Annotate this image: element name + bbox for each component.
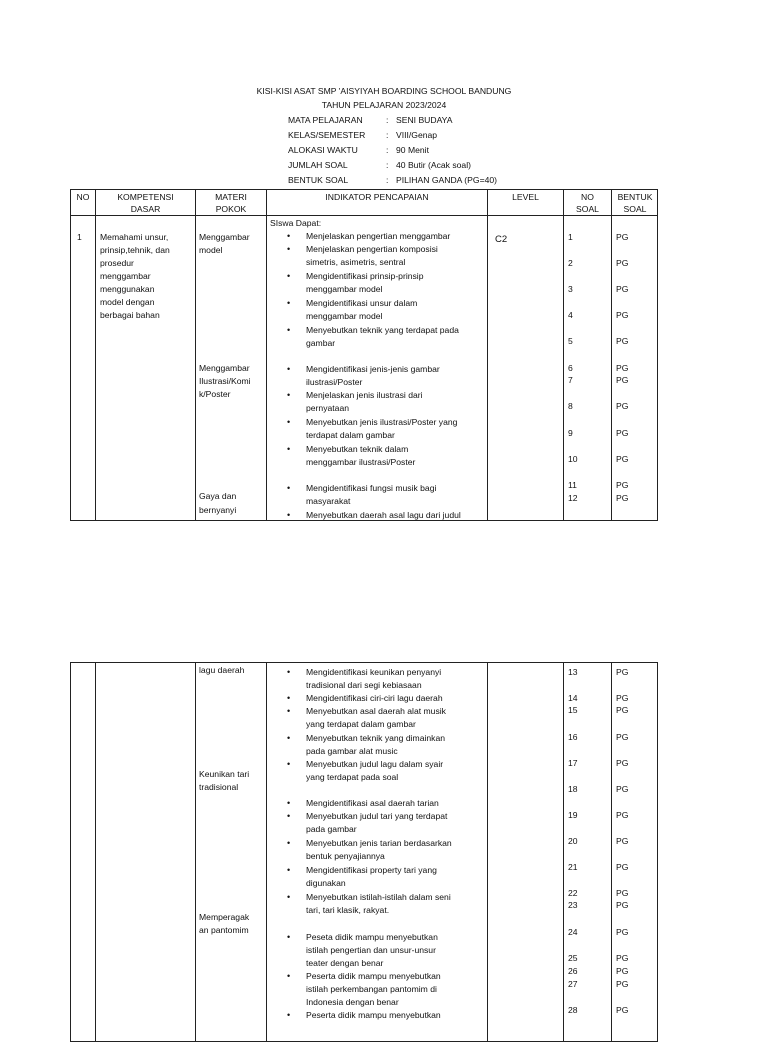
info-value: 40 Butir (Acak soal): [396, 160, 471, 170]
question-type: PG: [616, 284, 629, 294]
info-key: KELAS/SEMESTER: [288, 130, 366, 140]
question-type: PG: [616, 232, 629, 242]
question-number: 15: [568, 705, 578, 715]
indicator-item: [306, 297, 417, 323]
indicator-line: pernyataan: [306, 403, 350, 413]
indicator-item: [306, 324, 459, 350]
indicator-line: • Mengidentifikasi fungsi musik bagi: [306, 483, 437, 493]
indicator-item: [306, 230, 450, 243]
column-divider: [563, 663, 564, 1041]
info-value: VIII/Genap: [396, 130, 438, 140]
indicator-line: pada gambar alat music: [306, 746, 398, 756]
question-type: PG: [616, 810, 629, 820]
indicator-line: • Menyebutkan judul tari yang terdapat: [306, 811, 448, 821]
indicator-item: [306, 416, 457, 442]
indicator-line: pada gambar: [306, 824, 357, 834]
indicator-line: • Mengidentifikasi prinsip-prinsip: [306, 271, 424, 281]
col-header-bentuk: SOAL: [623, 204, 647, 214]
indicator-item: [306, 837, 452, 863]
indicator-line: • Mengidentifikasi property tari yang: [306, 865, 437, 875]
question-type: PG: [616, 1005, 629, 1015]
academic-year: TAHUN PELAJARAN 2023/2024: [321, 100, 447, 110]
indicator-line: terdapat dalam gambar: [306, 430, 395, 440]
indicator-line: • Menyebutkan teknik yang terdapat pada: [306, 325, 459, 335]
info-key: BENTUK SOAL: [288, 175, 349, 185]
question-type: PG: [616, 784, 629, 794]
indicator-line: • Mengidentifikasi keunikan penyanyi: [306, 667, 442, 677]
indicator-line: digunakan: [306, 878, 346, 888]
question-number: 20: [568, 836, 578, 846]
indicator-line: • Menyebutkan teknik yang dimainkan: [306, 733, 446, 743]
indicator-line: Indonesia dengan benar: [306, 997, 399, 1007]
info-key: MATA PELAJARAN: [288, 115, 363, 125]
indicator-item: [306, 389, 423, 415]
indicator-line: menggambar model: [306, 311, 383, 321]
question-number: 2: [568, 258, 573, 268]
col-header-kompetensi: KOMPETENSI: [117, 192, 174, 202]
materi-pokok-line: an pantomim: [199, 925, 249, 935]
kompetensi-line: menggunakan: [100, 284, 155, 294]
indicator-line: • Peseta didik mampu menyebutkan: [306, 932, 438, 942]
indicator-item: [306, 758, 443, 784]
question-type: PG: [616, 979, 629, 989]
kompetensi-line: menggambar: [100, 271, 151, 281]
kompetensi-line: berbagai bahan: [100, 310, 160, 320]
question-number: 10: [568, 454, 578, 464]
indicator-item: [306, 692, 443, 705]
column-divider: [266, 190, 267, 520]
indicator-line: • Menjelaskan pengertian menggambar: [306, 231, 451, 241]
indicator-line: simetris, asimetris, sentral: [306, 257, 406, 267]
kompetensi-line: model dengan: [100, 297, 155, 307]
materi-pokok-line: bernyanyi: [199, 505, 237, 515]
info-value: PILIHAN GANDA (PG=40): [396, 175, 498, 185]
question-number: 25: [568, 953, 578, 963]
indicator-line: tari, tari klasik, rakyat.: [306, 905, 390, 915]
question-number: 18: [568, 784, 578, 794]
question-type: PG: [616, 375, 629, 385]
question-number: 7: [568, 375, 573, 385]
document-title: KISI-KISI ASAT SMP 'AISYIYAH BOARDING SCHOOL BANDUNG: [256, 86, 512, 96]
column-divider: [195, 190, 196, 520]
materi-pokok-line: Ilustrasi/Komi: [199, 376, 251, 386]
indicator-item: [306, 243, 438, 269]
question-type: PG: [616, 258, 629, 268]
indicator-item: [306, 363, 440, 389]
indicator-line: • Peserta didik mampu menyebutkan: [306, 971, 441, 981]
question-type: PG: [616, 401, 629, 411]
grid-table-1: [70, 189, 658, 521]
question-type: PG: [616, 667, 629, 677]
indicator-line: istilah perkembangan pantomim di: [306, 984, 437, 994]
question-number: 11: [568, 480, 577, 490]
info-key: ALOKASI WAKTU: [288, 145, 358, 155]
indicator-line: • Menyebutkan istilah-istilah dalam seni: [306, 892, 451, 902]
indicator-line: • Mengidentifikasi asal daerah tarian: [306, 798, 439, 808]
question-number: 26: [568, 966, 578, 976]
question-number: 23: [568, 900, 578, 910]
question-type: PG: [616, 927, 629, 937]
indicator-line: masyarakat: [306, 496, 351, 506]
indicator-line: yang terdapat dalam gambar: [306, 719, 416, 729]
info-colon: :: [386, 175, 389, 185]
info-row: [288, 113, 528, 128]
question-type: PG: [616, 310, 629, 320]
question-type: PG: [616, 493, 629, 503]
indicator-line: • Menjelaskan jenis ilustrasi dari: [306, 390, 423, 400]
info-row: [288, 173, 528, 188]
col-header-no-soal: NO: [581, 192, 594, 202]
question-number: 13: [568, 667, 578, 677]
question-number: 5: [568, 336, 573, 346]
info-colon: :: [386, 160, 389, 170]
question-type: PG: [616, 966, 629, 976]
row-number: 1: [77, 232, 82, 242]
question-type: PG: [616, 862, 629, 872]
question-type: PG: [616, 758, 629, 768]
indicator-item: [306, 270, 424, 296]
question-number: 19: [568, 810, 578, 820]
indicator-line: • Menyebutkan jenis ilustrasi/Poster yang: [306, 417, 458, 427]
indicator-line: • Menyebutkan judul lagu dalam syair: [306, 759, 444, 769]
col-header-level: LEVEL: [512, 192, 539, 202]
question-number: 9: [568, 428, 573, 438]
indicator-line: teater dengan benar: [306, 958, 384, 968]
grid-table-2: [70, 662, 658, 1042]
materi-pokok-line: Menggambar: [199, 363, 250, 373]
question-number: 3: [568, 284, 573, 294]
question-type: PG: [616, 732, 629, 742]
column-divider: [563, 190, 564, 520]
question-number: 27: [568, 979, 578, 989]
info-row: [288, 143, 528, 158]
indicator-item: [306, 482, 436, 508]
indicator-item: [306, 797, 439, 810]
kompetensi-line: prinsip,tehnik, dan: [100, 245, 170, 255]
indicator-item: [306, 666, 441, 692]
indicator-line: • Menyebutkan asal daerah alat musik: [306, 706, 446, 716]
siswa-dapat-label: SIswa Dapat:: [270, 218, 322, 228]
question-number: 24: [568, 927, 578, 937]
question-type: PG: [616, 953, 629, 963]
col-header-materi: MATERI: [215, 192, 247, 202]
info-colon: :: [386, 145, 389, 155]
question-type: PG: [616, 705, 629, 715]
question-type: PG: [616, 336, 629, 346]
info-key: JUMLAH SOAL: [288, 160, 348, 170]
question-type: PG: [616, 693, 629, 703]
indicator-line: • Mengidentifikasi ciri-ciri lagu daerah: [306, 693, 443, 703]
column-divider: [95, 190, 96, 520]
col-header-indikator: INDIKATOR PENCAPAIAN: [325, 192, 429, 202]
column-divider: [487, 190, 488, 520]
materi-pokok-line: model: [199, 245, 223, 255]
materi-pokok-line: k/Poster: [199, 389, 231, 399]
question-type: PG: [616, 480, 629, 490]
question-number: 28: [568, 1005, 578, 1015]
indicator-item: [306, 443, 415, 469]
column-divider: [611, 190, 612, 520]
col-header-no-soal: SOAL: [576, 204, 599, 214]
materi-pokok-line: Menggambar: [199, 232, 250, 242]
materi-pokok-line: Memperagak: [199, 912, 250, 922]
indicator-line: • Peserta didik mampu menyebutkan: [306, 1010, 441, 1020]
indicator-item: [306, 864, 437, 890]
column-divider: [611, 663, 612, 1041]
question-type: PG: [616, 454, 629, 464]
indicator-line: gambar: [306, 338, 336, 348]
question-type: PG: [616, 900, 629, 910]
info-colon: :: [386, 115, 389, 125]
info-value: 90 Menit: [396, 145, 429, 155]
indicator-line: • Menyebutkan teknik dalam: [306, 444, 409, 454]
materi-pokok-line: tradisional: [199, 782, 239, 792]
indicator-line: • Mengidentifikasi unsur dalam: [306, 298, 418, 308]
kompetensi-line: Memahami unsur,: [100, 232, 169, 242]
column-divider: [266, 663, 267, 1041]
materi-pokok-line: Keunikan tari: [199, 769, 250, 779]
question-number: 4: [568, 310, 573, 320]
indicator-item: [306, 705, 446, 731]
info-row: [288, 128, 528, 143]
question-number: 14: [568, 693, 578, 703]
column-divider: [195, 663, 196, 1041]
question-type: PG: [616, 363, 629, 373]
document-info: [288, 113, 528, 188]
indicator-item: [306, 1009, 441, 1022]
indicator-item: [306, 970, 441, 1009]
question-number: 6: [568, 363, 573, 373]
indicator-item: [306, 891, 451, 917]
indicator-line: • Mengidentifikasi jenis-jenis gambar: [306, 364, 440, 374]
materi-pokok-line: Gaya dan: [199, 491, 237, 501]
indicator-line: • Menyebutkan jenis tarian berdasarkan: [306, 838, 452, 848]
col-header-materi: POKOK: [215, 204, 247, 214]
col-header-bentuk: BENTUK: [617, 192, 653, 202]
indicator-line: menggambar ilustrasi/Poster: [306, 457, 416, 467]
info-colon: :: [386, 130, 389, 140]
indicator-item: [306, 509, 461, 522]
kompetensi-line: prosedur: [100, 258, 134, 268]
indicator-line: yang terdapat pada soal: [306, 772, 399, 782]
question-number: 21: [568, 862, 578, 872]
level-value: C2: [495, 234, 508, 245]
info-row: [288, 158, 528, 173]
indicator-line: menggambar model: [306, 284, 383, 294]
indicator-line: tradisional dari segi kebiasaan: [306, 680, 422, 690]
indicator-line: • Menjelaskan pengertian komposisi: [306, 244, 438, 254]
indicator-item: [306, 931, 438, 970]
indicator-line: istilah pengertian dan unsur-unsur: [306, 945, 436, 955]
indicator-line: ilustrasi/Poster: [306, 377, 363, 387]
column-divider: [487, 663, 488, 1041]
question-type: PG: [616, 428, 629, 438]
col-header-no: NO: [76, 192, 90, 202]
indicator-item: [306, 810, 447, 836]
question-number: 16: [568, 732, 578, 742]
question-number: 22: [568, 888, 578, 898]
question-type: PG: [616, 836, 629, 846]
col-header-kompetensi: DASAR: [130, 204, 161, 214]
materi-pokok-line: lagu daerah: [199, 665, 245, 675]
question-number: 8: [568, 401, 573, 411]
info-value: SENI BUDAYA: [396, 115, 453, 125]
indicator-line: • Menyebutkan daerah asal lagu dari judul: [306, 510, 461, 520]
question-number: 17: [568, 758, 578, 768]
question-number: 12: [568, 493, 578, 503]
question-type: PG: [616, 888, 629, 898]
indicator-item: [306, 732, 445, 758]
indicator-line: bentuk penyajiannya: [306, 851, 385, 861]
question-number: 1: [568, 232, 573, 242]
column-divider: [95, 663, 96, 1041]
